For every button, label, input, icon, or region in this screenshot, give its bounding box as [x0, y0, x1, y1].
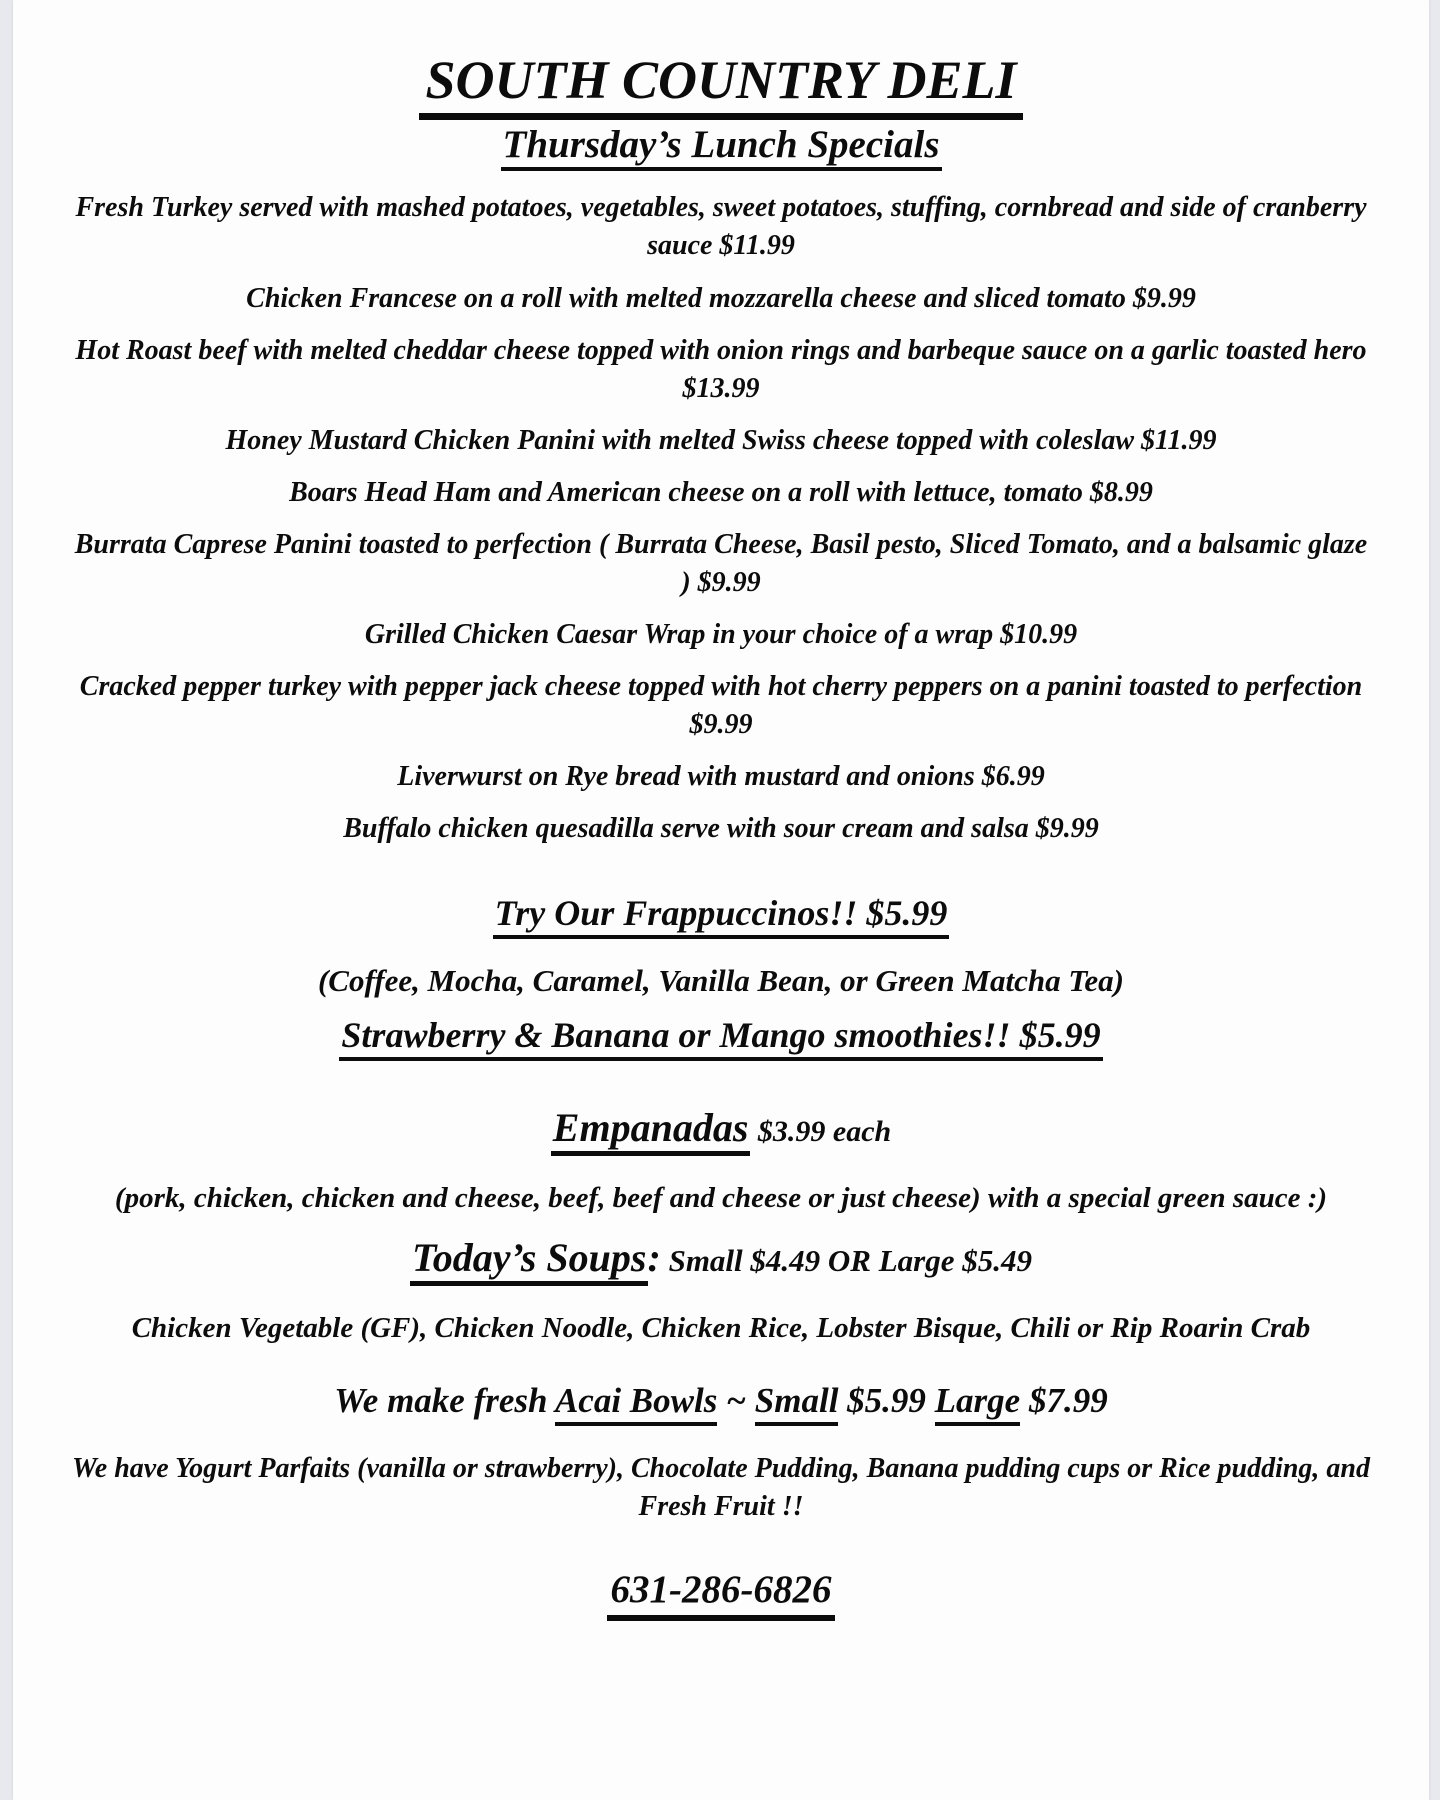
frappuccino-flavors: (Coffee, Mocha, Caramel, Vanilla Bean, or Green Matcha Tea)	[317, 962, 1124, 998]
acai-bowls-line	[69, 1380, 1373, 1422]
menu-item-caesar-wrap: Grilled Chicken Caesar Wrap in your choice of a wrap $10.99	[364, 619, 1078, 651]
todays-soups-heading	[69, 1234, 1373, 1282]
smoothies-heading-text: Strawberry & Banana or Mango smoothies!! $5.99	[339, 1015, 1102, 1061]
empanadas-description: (pork, chicken, chicken and cheese, beef, beef and cheese or just cheese) with a special green sauce :)	[114, 1181, 1328, 1214]
acai-separator: ~	[717, 1380, 755, 1420]
desserts-line: We have Yogurt Parfaits (vanilla or strawberry), Chocolate Pudding, Banana pudding cups or Rice pudding, and Fresh Fruit !!	[71, 1452, 1370, 1523]
acai-small-label: Small	[755, 1381, 839, 1426]
menu-item-hot-roast-beef: Hot Roast beef with melted cheddar cheese topped with onion rings and barbeque sauce on a garlic toasted hero $13.99	[75, 334, 1367, 404]
empanadas-price: $3.99 each	[750, 1114, 892, 1148]
smoothies-heading	[69, 1014, 1373, 1057]
subtitle-text: Thursday’s Lunch Specials	[501, 123, 942, 171]
phone-number-line	[69, 1567, 1373, 1614]
lunch-specials-list	[69, 189, 1373, 848]
phone-number-text: 631-286-6826	[607, 1568, 836, 1621]
deli-name-title	[69, 50, 1373, 110]
acai-small-price: $5.99	[838, 1380, 935, 1420]
menu-item-cracked-pepper-turkey: Cracked pepper turkey with pepper jack cheese topped with hot cherry peppers on a panini toasted to perfection $9.99	[79, 671, 1363, 741]
acai-large-price: $7.99	[1020, 1380, 1108, 1420]
frappuccinos-heading	[69, 892, 1373, 935]
acai-large-label: Large	[935, 1381, 1021, 1426]
empanadas-word: Empanadas	[551, 1105, 751, 1156]
acai-bowls-label: Acai Bowls	[555, 1381, 717, 1426]
lunch-specials-subtitle	[69, 124, 1373, 167]
empanadas-heading	[69, 1104, 1373, 1152]
menu-item-honey-mustard-panini: Honey Mustard Chicken Panini with melted Swiss cheese topped with coleslaw $11.99	[225, 424, 1217, 456]
menu-item-burrata-caprese: Burrata Caprese Panini toasted to perfection ( Burrata Cheese, Basil pesto, Sliced Tomato, and a balsamic glaze ) $9.99	[74, 528, 1368, 598]
menu-sheet	[13, 0, 1429, 1800]
soups-colon: :	[647, 1234, 661, 1280]
menu-item-liverwurst: Liverwurst on Rye bread with mustard and onions $6.99	[397, 761, 1045, 793]
soups-prices: Small $4.49 OR Large $5.49	[660, 1242, 1032, 1278]
menu-item-fresh-turkey: Fresh Turkey served with mashed potatoes, vegetables, sweet potatoes, stuffing, cornbread and side of cranberry sauce $11.99	[75, 192, 1367, 262]
frappuccinos-heading-text: Try Our Frappuccinos!! $5.99	[493, 893, 950, 939]
deli-name-text: SOUTH COUNTRY DELI	[419, 50, 1022, 120]
acai-prefix: We make fresh	[334, 1380, 555, 1420]
menu-item-boars-head-ham: Boars Head Ham and American cheese on a roll with lettuce, tomato $8.99	[289, 476, 1153, 508]
soup-varieties: Chicken Vegetable (GF), Chicken Noodle, Chicken Rice, Lobster Bisque, Chili or Rip Roarin Crab	[131, 1311, 1311, 1344]
menu-item-buffalo-quesadilla: Buffalo chicken quesadilla serve with sour cream and salsa $9.99	[343, 813, 1099, 845]
menu-item-chicken-francese: Chicken Francese on a roll with melted mozzarella cheese and sliced tomato $9.99	[246, 282, 1196, 314]
soups-word: Today’s Soups	[410, 1235, 648, 1286]
